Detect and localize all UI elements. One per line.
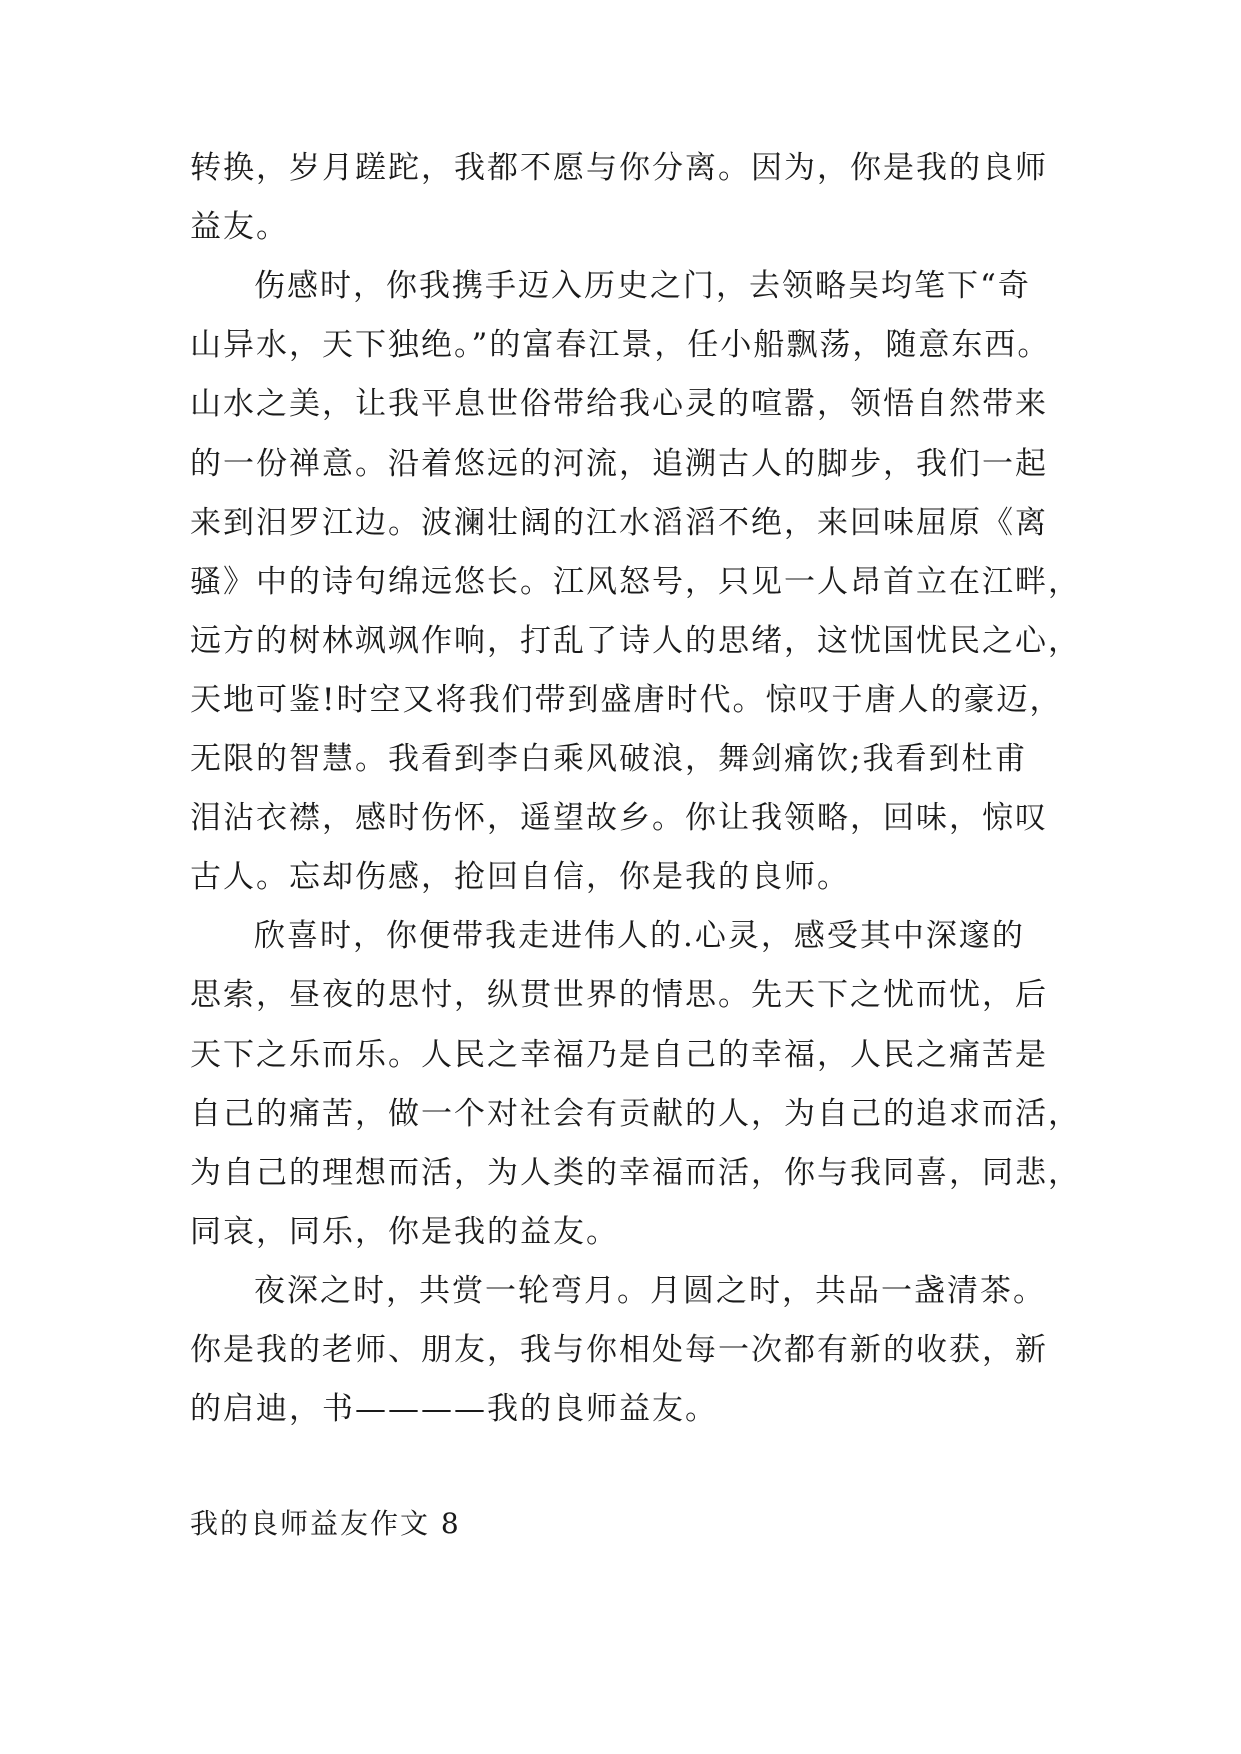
paragraph-line: 同哀，同乐，你是我的益友。: [190, 1213, 619, 1250]
section-title: 我的良师益友作文 8: [190, 1507, 461, 1540]
paragraph-line: 来到汨罗江边。波澜壮阔的江水滔滔不绝，来回味屈原《离: [190, 504, 1048, 541]
paragraph-line: 思索，昼夜的思忖，纵贯世界的情思。先天下之忧而忧，后: [190, 977, 1048, 1014]
paragraph-line: 骚》中的诗句绵远悠长。江风怒号，只见一人昂首立在江畔，: [190, 563, 1081, 600]
paragraph-line: 的启迪，书————我的良师益友。: [190, 1391, 718, 1428]
paragraph-line: 远方的树林飒飒作响，打乱了诗人的思绪，这忧国忧民之心，: [190, 622, 1081, 659]
paragraph-line: 转换，岁月蹉跎，我都不愿与你分离。因为，你是我的良师: [190, 150, 1048, 186]
paragraph-line: 山水之美，让我平息世俗带给我心灵的喧嚣，领悟自然带来: [190, 386, 1048, 423]
paragraph-line: 你是我的老师、朋友，我与你相处每一次都有新的收获，新: [190, 1332, 1048, 1368]
paragraph-line: 无限的智慧。我看到李白乘风破浪，舞剑痛饮;我看到杜甫: [190, 741, 1028, 777]
paragraph-line: 为自己的理想而活，为人类的幸福而活，你与我同喜，同悲，: [190, 1154, 1081, 1191]
paragraph-line: 夜深之时，共赏一轮弯月。月圆之时，共品一盏清茶。: [254, 1272, 1046, 1309]
paragraph-line: 古人。忘却伤感，抢回自信，你是我的良师。: [190, 859, 850, 896]
paragraph-line: 山异水，天下独绝。”的富春江景，任小船飘荡，随意东西。: [190, 327, 1051, 364]
paragraph-line: 自己的痛苦，做一个对社会有贡献的人，为自己的追求而活，: [190, 1095, 1081, 1132]
paragraph-line: 的一份禅意。沿着悠远的河流，追溯古人的脚步，我们一起: [190, 445, 1048, 482]
paragraph-line: 益友。: [190, 209, 289, 246]
paragraph-line: 伤感时，你我携手迈入历史之门，去领略吴均笔下“奇: [254, 268, 1031, 305]
paragraph-line: 天地可鉴!时空又将我们带到盛唐时代。惊叹于唐人的豪迈，: [190, 681, 1063, 718]
paragraph-line: 欣喜时，你便带我走进伟人的.心灵，感受其中深邃的: [254, 918, 1025, 955]
paragraph-line: 天下之乐而乐。人民之幸福乃是自己的幸福，人民之痛苦是: [190, 1036, 1048, 1073]
paragraph-line: 泪沾衣襟，感时伤怀，遥望故乡。你让我领略，回味，惊叹: [190, 800, 1048, 837]
